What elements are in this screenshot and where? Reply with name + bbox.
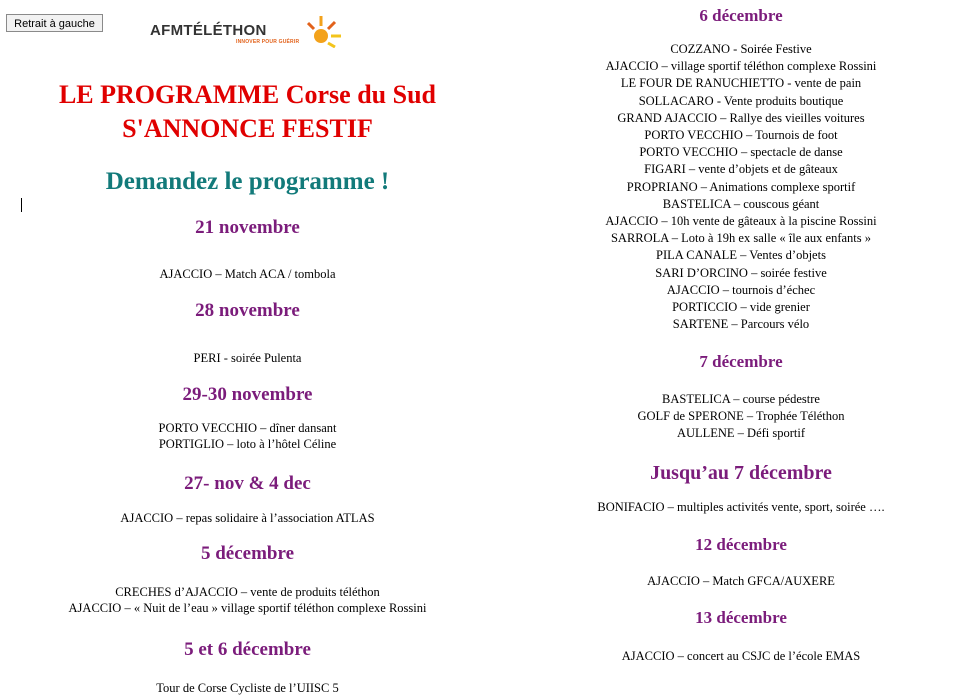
logo-brand-text: AFMTÉLÉTHON	[150, 22, 267, 39]
event-line: AJACCIO – 10h vente de gâteaux à la piscine Rossini	[605, 214, 877, 229]
afm-telethon-logo	[150, 14, 350, 48]
event-line: AULLENE – Défi sportif	[676, 426, 806, 441]
section-date: Jusqu’au 7 décembre	[650, 462, 832, 484]
logo-tagline: INNOVER POUR GUÉRIR	[236, 39, 300, 45]
event-line: PERI - soirée Pulenta	[193, 351, 302, 365]
event-line: AJACCIO – repas solidaire à l’association ATLAS	[120, 511, 375, 525]
section-date: 5 décembre	[200, 543, 295, 564]
event-line: AJACCIO – Match ACA / tombola	[159, 267, 336, 281]
event-line: AJACCIO – tournois d’échec	[666, 282, 816, 297]
section-events	[500, 41, 960, 333]
page-subtitle: Demandez le programme !	[105, 168, 390, 195]
event-line: GOLF de SPERONE – Trophée Téléthon	[637, 409, 845, 424]
event-line: PILA CANALE – Ventes d’objets	[656, 248, 826, 263]
event-line: CRECHES d’AJACCIO – vente de produits téléthon	[115, 585, 380, 599]
event-line: FIGARI – vente d’objets et de gâteaux	[644, 162, 838, 177]
section-date: 12 décembre	[695, 535, 787, 554]
section-events	[0, 680, 495, 696]
section-date: 5 et 6 décembre	[184, 639, 311, 660]
section-events	[0, 584, 495, 616]
sun-icon	[307, 14, 347, 48]
event-line: AJACCIO – village sportif téléthon complexe Rossini	[605, 59, 877, 74]
event-line: PORTICCIO – vide grenier	[672, 300, 810, 315]
event-line: BASTELICA – course pédestre	[662, 392, 820, 406]
event-line: COZZANO - Soirée Festive	[670, 42, 812, 56]
section-date: 6 décembre	[699, 6, 783, 25]
event-line: SOLLACARO - Vente produits boutique	[638, 93, 844, 108]
event-line: SARTENE – Parcours vélo	[672, 317, 810, 332]
section-events	[500, 391, 960, 443]
event-line: AJACCIO – Match GFCA/AUXERE	[647, 574, 835, 588]
event-line: PORTO VECCHIO – spectacle de danse	[639, 145, 843, 160]
event-line: SARI D’ORCINO – soirée festive	[655, 265, 827, 280]
event-line: AJACCIO – concert au CSJC de l’école EMAS	[621, 649, 861, 663]
section-events	[0, 420, 495, 452]
event-line: SARROLA – Loto à 19h ex salle « île aux enfants »	[610, 231, 872, 246]
event-line: Tour de Corse Cycliste de l’UIISC 5	[156, 681, 339, 695]
event-line: PORTIGLIO – loto à l’hôtel Céline	[158, 437, 337, 451]
section-date: 28 novembre	[195, 300, 300, 321]
section-events	[500, 499, 960, 515]
section-date: 13 décembre	[695, 608, 787, 627]
section-date: 27- nov & 4 dec	[184, 473, 311, 494]
event-line: LE FOUR DE RANUCHIETTO - vente de pain	[620, 76, 862, 91]
event-line: BASTELICA – couscous géant	[662, 196, 820, 211]
section-events	[0, 266, 495, 282]
title-line-2: S'ANNONCE FESTIF	[122, 114, 373, 143]
section-date: 29-30 novembre	[182, 384, 313, 405]
section-events	[500, 648, 960, 664]
section-date: 21 novembre	[195, 217, 300, 238]
section-date: 7 décembre	[699, 352, 783, 371]
text-cursor	[21, 198, 22, 212]
event-line: PROPRIANO – Animations complexe sportif	[626, 179, 856, 194]
section-events	[0, 350, 495, 366]
section-events	[500, 573, 960, 589]
event-line: PORTO VECCHIO – dîner dansant	[158, 421, 337, 435]
event-line: GRAND AJACCIO – Rallye des vieilles voitures	[617, 110, 865, 125]
event-line: BONIFACIO – multiples activités vente, sport, soirée ….	[597, 500, 885, 514]
section-events	[0, 510, 495, 526]
event-line: PORTO VECCHIO – Tournois de foot	[644, 128, 838, 143]
retrait-a-gauche-button[interactable]: Retrait à gauche	[6, 14, 103, 32]
event-line: AJACCIO – « Nuit de l’eau » village sportif téléthon complexe Rossini	[68, 601, 427, 615]
title-line-1: LE PROGRAMME Corse du Sud	[58, 80, 437, 109]
